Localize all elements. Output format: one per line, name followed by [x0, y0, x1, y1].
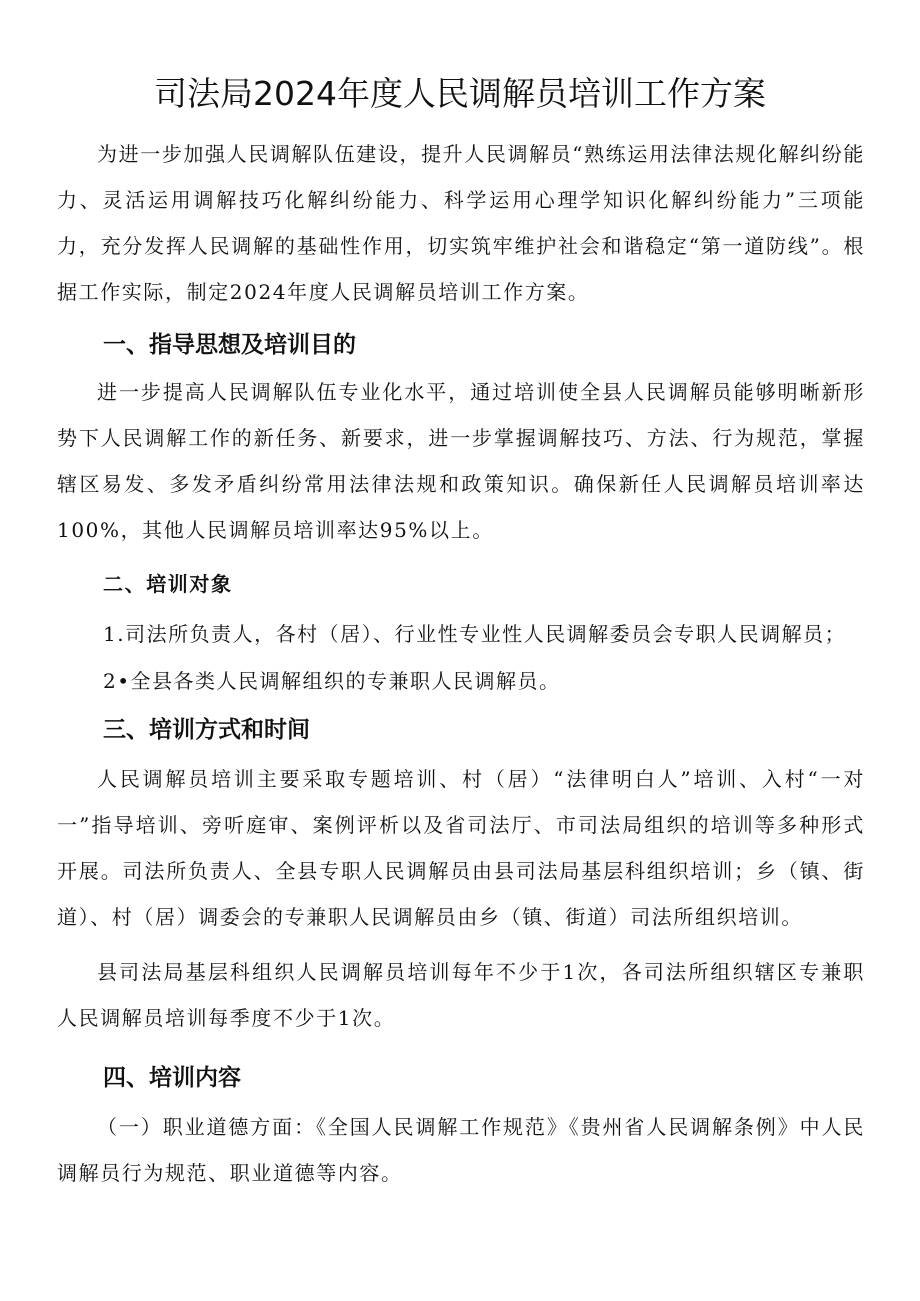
- section-heading-training-method: 三、培训方式和时间: [103, 717, 310, 743]
- section-heading-guiding-ideology: 一、指导思想及培训目的: [103, 332, 356, 358]
- document-title: 司法局2024年度人民调解员培训工作方案: [154, 74, 766, 113]
- section-paragraph-training-method: 人民调解员培训主要采取专题培训、村（居）“法律明白人”培训、入村“一对一”指导培训、旁听庭审、案例评析以及省司法厅、市司法局组织的培训等多种形式开展。司法所负责人、全县专职人民调解员由县司法局基层科组织培训；乡（镇、街道）、村（居）调委会的专兼职人民调解员由乡（镇、街道）司法所组织培训。: [57, 767, 865, 929]
- section-heading-training-content: 四、培训内容: [103, 1065, 241, 1091]
- list-item: 1.司法所负责人，各村（居）、行业性专业性人民调解委员会专职人民调解员；: [103, 622, 847, 646]
- list-item: 2•全县各类人民调解组织的专兼职人民调解员。: [103, 669, 561, 693]
- section-paragraph-guiding-ideology: 进一步提高人民调解队伍专业化水平，通过培训使全县人民调解员能够明晰新形势下人民调解工作的新任务、新要求，进一步掌握调解技巧、方法、行为规范，掌握辖区易发、多发矛盾纠纷常用法律法规和政策知识。确保新任人民调解员培训率达100%，其他人民调解员培训率达95%以上。: [57, 380, 865, 542]
- section-paragraph-training-content: （一）职业道德方面：《全国人民调解工作规范》《贵州省人民调解条例》中人民调解员行为规范、职业道德等内容。: [57, 1115, 865, 1185]
- section-heading-training-targets: 二、培训对象: [103, 572, 233, 596]
- section-paragraph-training-frequency: 县司法局基层科组织人民调解员培训每年不少于1次，各司法所组织辖区专兼职人民调解员培训每季度不少于1次。: [57, 960, 865, 1030]
- intro-paragraph: 为进一步加强人民调解队伍建设，提升人民调解员“熟练运用法律法规化解纠纷能力、灵活运用调解技巧化解纠纷能力、科学运用心理学知识化解纠纷能力”三项能力，充分发挥人民调解的基础性作用，切实筑牢维护社会和谐稳定“第一道防线”。根据工作实际，制定2024年度人民调解员培训工作方案。: [57, 142, 865, 304]
